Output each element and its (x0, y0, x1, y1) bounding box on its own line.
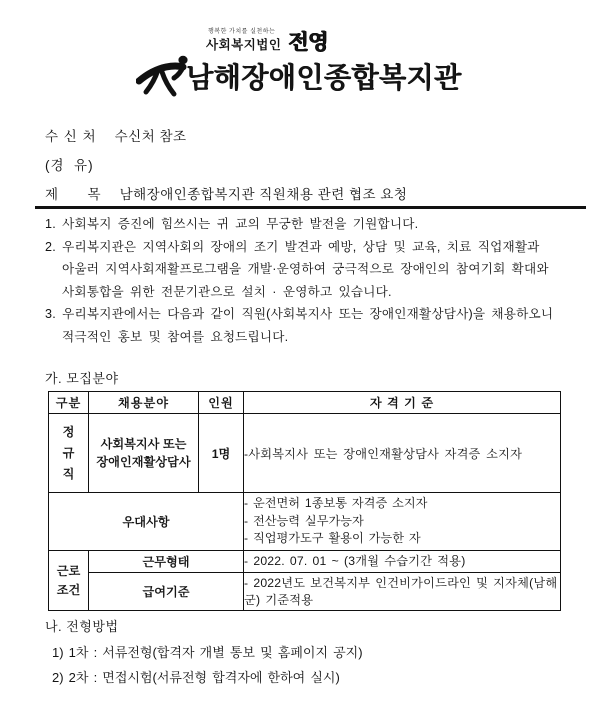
worktype-label-cell: 근무형태 (89, 551, 244, 573)
body-paragraphs (45, 213, 595, 348)
selection-item: 2) 2차 : 면접시험(서류전형 합격자에 한하여 실시) (52, 670, 340, 685)
field-line: 장애인재활상담사 (96, 455, 191, 469)
preference-items-cell (244, 493, 561, 551)
conditions-group-line: 조건 (56, 582, 81, 597)
paragraph-line-5: 3. 우리복지관에서는 다음과 같이 직원(사회복지사 또는 장애인재활상담사)을 채용하오니 (45, 307, 554, 321)
preference-item: - 운전면허 1종보통 자격증 소지자 (244, 496, 428, 511)
paragraph-line-6: 적극적인 홍보 및 참여를 요청드립니다. (62, 329, 289, 344)
letter-header (45, 120, 590, 207)
preference-item: - 직업평가도구 활용이 가능한 자 (244, 531, 421, 546)
category-cell (49, 414, 89, 493)
recruit-table (48, 391, 561, 611)
table-row-salary (49, 573, 561, 611)
preference-item: - 전산능력 실무가능자 (244, 513, 364, 528)
org-type-label: 사회복지법인 (206, 38, 282, 52)
recipient-label: 수 신 처 (45, 128, 97, 144)
person-logo-icon (136, 54, 192, 109)
table-row-regular (49, 414, 561, 493)
conditions-group-cell (49, 551, 89, 611)
header-count: 인원 (199, 392, 244, 414)
salary-label-cell: 급여기준 (89, 573, 244, 611)
center-name: 남해장애인종합복지관 (186, 62, 462, 93)
recipient-value: 수신처 참조 (114, 128, 187, 144)
title-divider (35, 206, 586, 209)
section-a-title: 가. 모집분야 (45, 371, 119, 386)
worktype-value-cell: - 2022. 07. 01 ~ (3개월 수습기간 적용) (244, 551, 561, 573)
conditions-group-line: 근로 (56, 563, 81, 578)
field-cell (89, 414, 199, 493)
header-qualification: 자 격 기 준 (244, 392, 561, 414)
section-b-title: 나. 전형방법 (45, 619, 119, 634)
selection-item: 1) 1차 : 서류전형(합격자 개별 통보 및 홈페이지 공지) (52, 645, 363, 660)
logo-block (0, 0, 605, 110)
preference-label-cell: 우대사항 (49, 493, 244, 551)
count-cell: 1명 (199, 414, 244, 493)
table-row-preference (49, 493, 561, 551)
header-field: 채용분야 (89, 392, 199, 414)
paragraph-line-2: 2. 우리복지관은 지역사회의 장애의 조기 발견과 예방, 상담 및 교육, 치료 직업재활과 (45, 239, 540, 254)
via-label: (경 유) (45, 157, 94, 173)
header-category: 구분 (49, 392, 89, 414)
recipient-line (45, 120, 590, 149)
paragraph-line-3: 아울러 지역사회재활프로그램을 개발·운영하여 궁극적으로 장애인의 참여기회 확대와 (62, 262, 549, 276)
salary-value-cell: - 2022년도 보건복지부 인건비가이드라인 및 지자체(남해군) 기준적용 (244, 573, 561, 611)
category-char: 정 (62, 424, 75, 439)
subject-value: 남해장애인종합복지관 직원채용 관련 협조 요청 (119, 186, 408, 202)
subject-label: 제 목 (45, 186, 102, 202)
via-line (45, 149, 590, 178)
logo-slogan: 행복한 가치를 실천하는 (208, 29, 276, 35)
qualification-cell: -사회복지사 또는 장애인재활상담사 자격증 소지자 (244, 414, 561, 493)
section-b (45, 614, 585, 690)
table-header-row (49, 392, 561, 414)
paragraph-line-4: 사회통합을 위한 전문기관으로 설치 · 운영하고 있습니다. (62, 284, 392, 299)
field-line: 사회복지사 또는 (100, 437, 187, 451)
paragraph-line-1: 1. 사회복지 증진에 힘쓰시는 귀 교의 무궁한 발전을 기원합니다. (45, 217, 419, 231)
org-line (206, 32, 328, 53)
table-row-worktype (49, 551, 561, 573)
subject-line (45, 178, 590, 207)
category-char: 직 (62, 466, 75, 481)
org-mark-logotype: 전영 (288, 31, 329, 54)
category-char: 규 (62, 445, 75, 460)
